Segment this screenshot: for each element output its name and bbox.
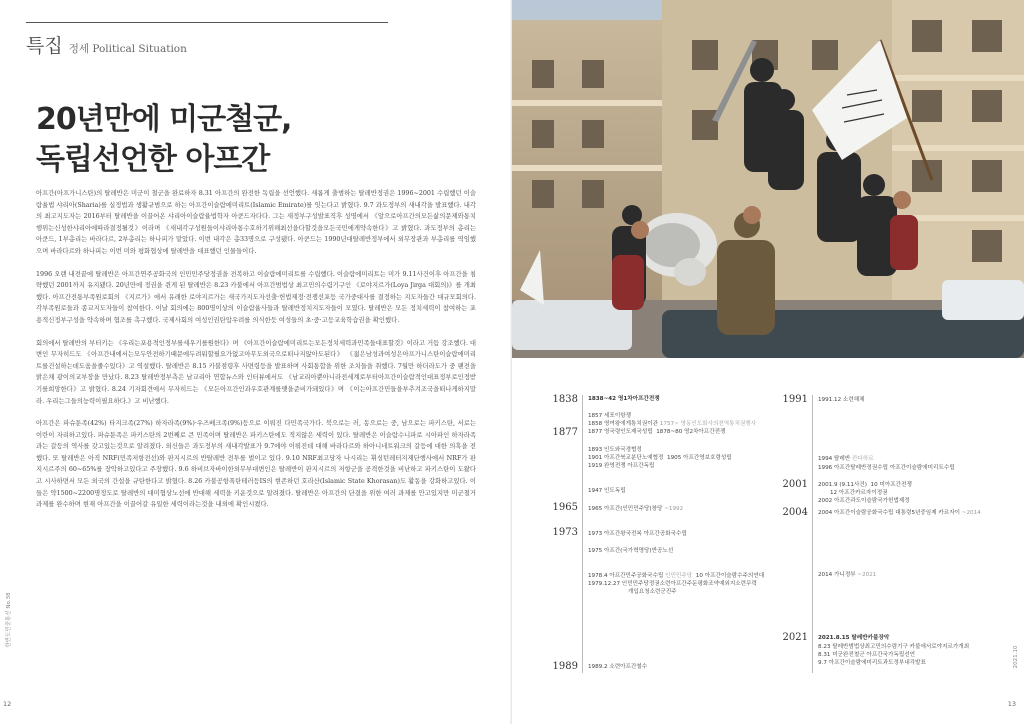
right-page	[512, 0, 1024, 724]
year-2004: 2004	[782, 507, 808, 518]
section-label	[26, 31, 187, 58]
year-2001: 2001	[782, 479, 808, 490]
year-1991: 1991	[782, 394, 808, 405]
timeline-event: 1979.12.27 인민민주당정권소련아프간주둔평화조약예외지소련무력	[588, 581, 757, 587]
timeline-event: 1991.12 소련해체	[818, 397, 865, 403]
timeline-event: 1989.2 소련아프간철수	[588, 664, 648, 670]
section-subtitle: 정세 Political Situation	[68, 43, 187, 55]
timeline-event: 1965 아프간(인민민주당)창당 ~1992	[588, 506, 684, 512]
timeline-event: 1857 세포이항쟁	[588, 413, 632, 419]
page-number-right: 13	[1007, 700, 1016, 708]
timeline-event: 개입요청소련군진주	[628, 589, 677, 595]
timeline-event: 1975 아프간(국가혁명당)반공노선	[588, 548, 674, 554]
timeline-axis-left	[582, 395, 583, 673]
timeline-event: 1919 완영전쟁 아프간독립	[588, 463, 655, 469]
year-1989: 1989	[552, 661, 578, 672]
year-2021: 2021	[782, 632, 808, 643]
timeline-event: 2004 아프간이슬람공화국수립 대통령5년중임제 카르자이 ~2014	[818, 510, 981, 516]
year-1838: 1838	[552, 394, 578, 405]
timeline-event: 2001.9 (9.11사건) 10 미아프간전쟁	[818, 482, 912, 488]
header-rule	[26, 22, 388, 23]
timeline-event: 1877 영국령인도제국성립 1878~80 영2차아프간전쟁	[588, 429, 726, 435]
timeline-event: 8.31 미군완전철군 아프간국가독립선언	[818, 652, 916, 658]
year-1973: 1973	[552, 527, 578, 538]
year-1965: 1965	[552, 502, 578, 513]
date-side-label: 2021.10	[1013, 645, 1019, 669]
paragraph-1: 아프간(아프가니스탄)의 탈레반은 미군이 철군을 완료하자 8.31 아프간의 완전한 독립을 선언했다. 새롭게 출범하는 탈레반정권은 1996~2001 수립했던 이슬람율법 샤리아(Sharia)를 실정법과 생활규범으로 하는 아프간이슬람에미리트(Islamic Emirate)를 잇는다고 밝혔다. 9.7 과도정부의 새내각을 발표했다. 내각의 최고지도자는 2016부터 탈레반을 이끌어온 샤리아이슬람율법학자 아쿤드자다다. 그는 새정부구성발표직후 성명에서 《앞으로아프간의모든삶의문제와통치행위는신성한샤리아에따라결정될것》이라며 《새내각구성원들이샤리아통수호하기위해최선을다할것을모든국민에게약속한다》고 밝혔다. 과도정부의 총리는 아쿤드, 1부총리는 바라다르, 2부총리는 하나피가 맡았다. 이번 내각은 총33명으로 구성됐다. 아쿤드는 1990년대탈레반정부에서 외무장관과 부총리를 역임했으며 바라다르와 하나피는 이번 미와 평화협상에 탈레반을 대표했던 인물들이다.	[36, 190, 476, 255]
title-line-2: 독립선언한 아프간	[36, 142, 270, 177]
paragraph-4: 아프간은 파슈툰족(42%) 타지크족(27%) 하자라족(9%)·우즈베크족(9%)등으로 이뤄진 다민족국가다. 북으로는 러, 동으로는 중, 남으로는 파키스탄, 서로는 이란이 자리하고있다. 파슈툰족은 파키스탄의 2번째로 큰 민족이며 탈레반은 파키스탄에도 적지않은 세력이 있다. 탈레반은 이슬람수니파로 시아파인 하자라족과는 갈등의 역사를 갖고있는것으로 알려졌다. 외신들은 과도정부의 새내각발표가 9.7에야 이뤄진데 대해 바라다르와 하아니네트워크의 갈등에 대한 의혹을 전했다. 또 탈레반은 아직 NRF(민족저항전선)와 판지시르의 반탈레반 전투를 벌이고 있다. 9.10 NRF최고당자 나시리는 휘싱턴레터지재단행사에서 NRF가 판지시르주의 60~65%를 장악하고있다고 주장했다. 9.6 하비브자바이한외무부대변인은 탈레반이 판지시르의 저항군을 공격한것을 비난하고 파키스탄이 도왔다고 시사하면서 모든 외국의 간섭을 규탄한다고 밝혔다. 8.26 카불공항폭탄테러등IS의 현존하던 호라산(Islamic State Khorasan)도 활동을 강화하고있다. 이들은 약1500~2200명정도로 탈레반의 대미협상노선에 반대해 세력을 키운것으로 알려졌다. 탈레반은 아프간의 단결을 위한 여러 과제를 안고있지만 미군철거과제를 완수하며 현재 아프간을 이끌어갈 유일한 세력이라는것을 내외에 확인시켰다.	[36, 420, 476, 509]
timeline-event: 1893 인도와국경협정	[588, 447, 642, 453]
section-title: 특집	[26, 35, 63, 57]
magazine-side-label: 한반도민중통신 No.38	[6, 592, 12, 648]
timeline-event: 12 아프간카르자이정권	[830, 490, 888, 496]
year-1877: 1877	[552, 427, 578, 438]
timeline-event: 2002 아프간과도이슬람국가헌법제정	[818, 498, 910, 504]
timeline-event: 1978.4 아프간민주공화국수립 인민민주당 10 아프간이슬람수주의연대	[588, 573, 765, 579]
timeline-event: 8.23 탈레반범법상최고민의수렴기구 카불에서로야지르가개최	[818, 644, 970, 650]
timeline-event: 9.7 아프간이슬람에미리트과도정부내각발표	[818, 660, 926, 666]
timeline-event: 1858 영여왕에게통치권이관 1757~ 영동인도회사의전역통치권행사	[588, 421, 757, 427]
paragraph-3: 회의에서 탈레반의 부터키는 《우리는포용적인정부를세우기를원한다》며 《아프간이슬람에미리트는모든정치세력과민족들대표할것》이라고 거듭 강조했다. 대변인 무자히드도 《아프간내에서는모두안전하기때문에두려워할필요가없고아무도외국으로떠나지않아도된다》 《젊은남성과여성은아프가니스탄이슬람에미리트를건설하는데도움을줄수있다》고 역설했다. 탈레반은 8.15 카불점령후 사면령등을 발표하며 사회통합을 위한 조치들을 취했다. 7월만 하더라도가 중 팬전을 밝은채 광이의교부장을 만났다. 8.23 탈레반정부측은 남교리아 연합뉴스와 인터뷰에서도 《남교리아뿐아니라전세계로부터아프간이슬람적인대표정부로인정받기를희망한다》고 밝혔다. 8.24 기자회견에서 무자히드는 《모든아프간인과우호관계를맺을준비가돼있다》며 《이는아프간민들을부추겨조국을떠나게하지말라. 우리는그들의능력이필요하다.》고 비난했다.	[36, 339, 476, 405]
photo-illustration	[512, 0, 1024, 358]
paragraph-2: 1996 오랜 내전끝에 탈레반은 아프간연주공화국의 인민민주당정권을 전복하고 이슬람에미리트를 수립했다. 이슬람에미리트는 미가 9.11사건이후 아프간을 침략했던 2001까지 유지됐다. 20년만에 정권을 쥔게 된 탈레반은 8.23 카불에서 아프간범법상 최고민의수렴기구인 《로야지르가(Loya Jirga 대회의)》를 개최했다. 아프간전통부족원로회의 《지르가》에서 유래한 로야지르가는 새국가지도자선출·헌법제정·전쟁선포등 국가중대사를 결정하는 지도자들간 대규모회의다. 각부족원로들과 종교지도자들이 참여한다. 이날 회의에는 800명이상의 이슬람율사들과 탈레반정치지도자들이 모였다. 탈레반은 모든 정치세력이 참여하는 포용적신정부구성을 약속하며 협조를 촉구했다. 국제사회의 여성인권탄압우려를 의식한듯 여성들의 초·중·고등교육학습권을 확인했다.	[36, 270, 476, 324]
article-body	[36, 188, 476, 522]
timeline-event: 2014 가니정부 ~2021	[818, 572, 877, 578]
news-photo	[512, 0, 1024, 358]
timeline-event: 1994 탈레반 칸다하르	[818, 456, 874, 462]
timeline-event: 1973 아프간왕국전복 아프간공화국수립	[588, 531, 687, 537]
timeline-axis-right	[812, 395, 813, 673]
timeline-event: 1996 아프간탈레반정권수립 아프간이슬람에미리트수립	[818, 465, 955, 471]
title-line-1: 20년만에 미군철군,	[36, 102, 292, 137]
timeline-event: 1901 아프간북교분단노예협정 1905 아프간영보호령성립	[588, 455, 732, 461]
timeline-event: 1838~42 영1차아프간전쟁	[588, 396, 660, 402]
timeline-event: 2021.8.15 탈레반카불장악	[818, 635, 890, 641]
page-number-left: 12	[3, 700, 12, 708]
timeline-event: 1947 인도독립	[588, 488, 626, 494]
article-title	[36, 100, 476, 180]
